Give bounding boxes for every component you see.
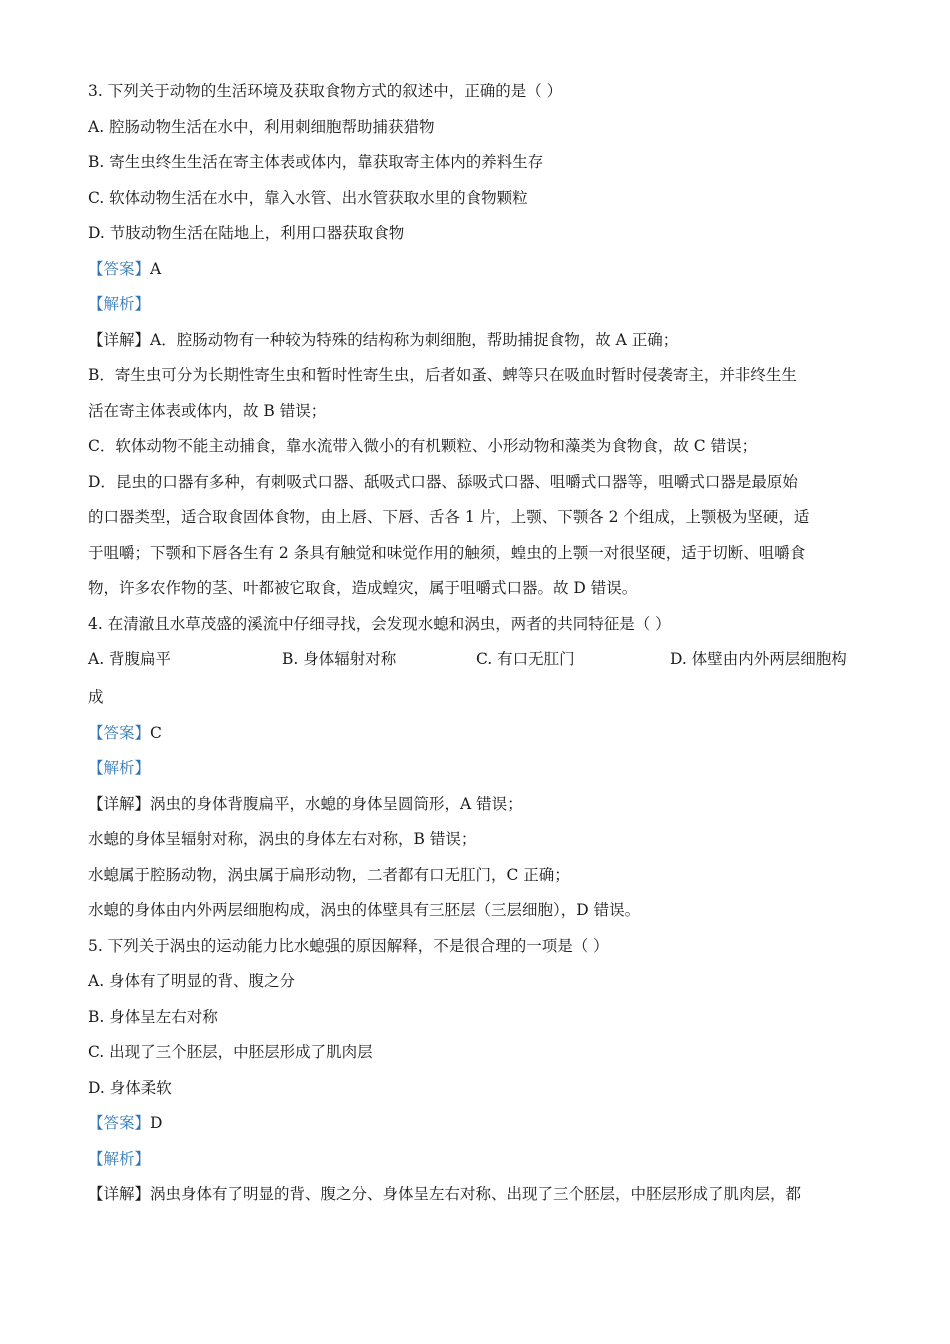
q4-option-b: B. 身体辐射对称	[282, 650, 397, 668]
answer-tag: 【答案】	[88, 1114, 151, 1132]
q5-analysis	[88, 1142, 868, 1178]
q5-detail-line	[88, 1177, 868, 1213]
answer-tag: 【答案】	[88, 259, 151, 278]
q4-option-d: D. 体壁由内外两层细胞构	[670, 650, 847, 668]
answer-value: A	[150, 259, 162, 278]
q3-detail-line: 物，许多农作物的茎、叶都被它取食，造成蝗灾，属于咀嚼式口器。故 D 错误。	[88, 579, 638, 597]
q3-answer	[88, 252, 868, 288]
q3-detail-line: C．软体动物不能主动捕食，靠水流带入微小的有机颗粒、小形动物和藻类为食物食，故 C 错误；	[88, 437, 758, 455]
q5-stem: 5. 下列关于涡虫的运动能力比水螅强的原因解释，不是很合理的一项是（ ）	[88, 936, 609, 955]
q3-detail-line: 的口器类型，适合取食固体食物，由上唇、下唇、舌各 1 片，上颚、下颚各 2 个组成，上颚极为坚硬，适	[88, 508, 810, 526]
q4-answer	[88, 716, 868, 752]
q4-options	[88, 642, 868, 678]
q3-option-a: A. 腔肠动物生活在水中，利用刺细胞帮助捕获猎物	[88, 117, 435, 136]
q5-option-a: A. 身体有了明显的背、腹之分	[88, 972, 296, 990]
analysis-tag: 【解析】	[88, 1149, 151, 1168]
q4-stem: 4. 在清澈且水草茂盛的溪流中仔细寻找，会发现水螅和涡虫，两者的共同特征是（ ）	[88, 614, 671, 633]
answer-value: C	[150, 723, 162, 742]
analysis-tag: 【解析】	[88, 759, 151, 777]
detail-text: A．腔肠动物有一种较为特殊的结构称为刺细胞，帮助捕捉食物，故 A 正确；	[150, 330, 679, 349]
analysis-tag: 【解析】	[88, 295, 151, 313]
detail-tag: 【详解】	[88, 330, 151, 349]
document-page	[88, 74, 868, 1213]
q4-detail-line: 水螅的身体呈辐射对称，涡虫的身体左右对称，B 错误；	[88, 830, 477, 848]
q3-stem: 3. 下列关于动物的生活环境及获取食物方式的叙述中，正确的是（ ）	[88, 82, 563, 100]
q3-option-b: B. 寄生虫终生生活在寄主体表或体内，靠获取寄主体内的养料生存	[88, 153, 544, 171]
q4-option-a: A. 背腹扁平	[88, 650, 172, 668]
q5-option-b: B. 身体呈左右对称	[88, 1007, 218, 1026]
q4-detail-line: 水螅的身体由内外两层细胞构成，涡虫的体壁具有三胚层（三层细胞），D 错误。	[88, 901, 641, 919]
q5-answer	[88, 1106, 868, 1142]
q3-detail-line: 活在寄主体表或体内，故 B 错误；	[88, 401, 327, 420]
q4-detail-line: 水螅属于腔肠动物，涡虫属于扁形动物，二者都有口无肛门，C 正确；	[88, 865, 570, 884]
detail-tag: 【详解】	[88, 1185, 151, 1203]
q5-option-d: D. 身体柔软	[88, 1078, 172, 1097]
detail-text: 涡虫身体有了明显的背、腹之分、身体呈左右对称、出现了三个胚层，中胚层形成了肌肉层，都	[150, 1185, 802, 1203]
answer-tag: 【答案】	[88, 723, 151, 742]
answer-value: D	[150, 1114, 163, 1132]
q4-option-d-continued: 成	[88, 687, 104, 706]
q3-option-d: D. 节肢动物生活在陆地上，利用口器获取食物	[88, 224, 405, 242]
detail-text: 涡虫的身体背腹扁平，水螅的身体呈圆筒形，A 错误；	[150, 794, 523, 813]
q3-detail-line: 于咀嚼；下颚和下唇各生有 2 条具有触觉和味觉作用的触须，蝗虫的上颚一对很坚硬，适于切断、咀嚼食	[88, 543, 806, 562]
detail-tag: 【详解】	[88, 794, 151, 813]
q3-detail-line: D．昆虫的口器有多种，有刺吸式口器、舐吸式口器、舔吸式口器、咀嚼式口器等，咀嚼式口器是最原始	[88, 472, 798, 491]
q5-option-c: C. 出现了三个胚层，中胚层形成了肌肉层	[88, 1043, 373, 1061]
q3-option-c: C. 软体动物生活在水中，靠入水管、出水管获取水里的食物颗粒	[88, 188, 528, 207]
q3-detail-line	[88, 323, 868, 359]
q4-analysis	[88, 751, 868, 787]
q3-detail-line: B．寄生虫可分为长期性寄生虫和暂时性寄生虫，后者如蚤、蜱等只在吸血时暂时侵袭寄主，并非终生生	[88, 366, 797, 384]
q4-detail-line	[88, 787, 868, 823]
q4-option-c: C. 有口无肛门	[476, 650, 575, 668]
q3-analysis	[88, 287, 868, 323]
